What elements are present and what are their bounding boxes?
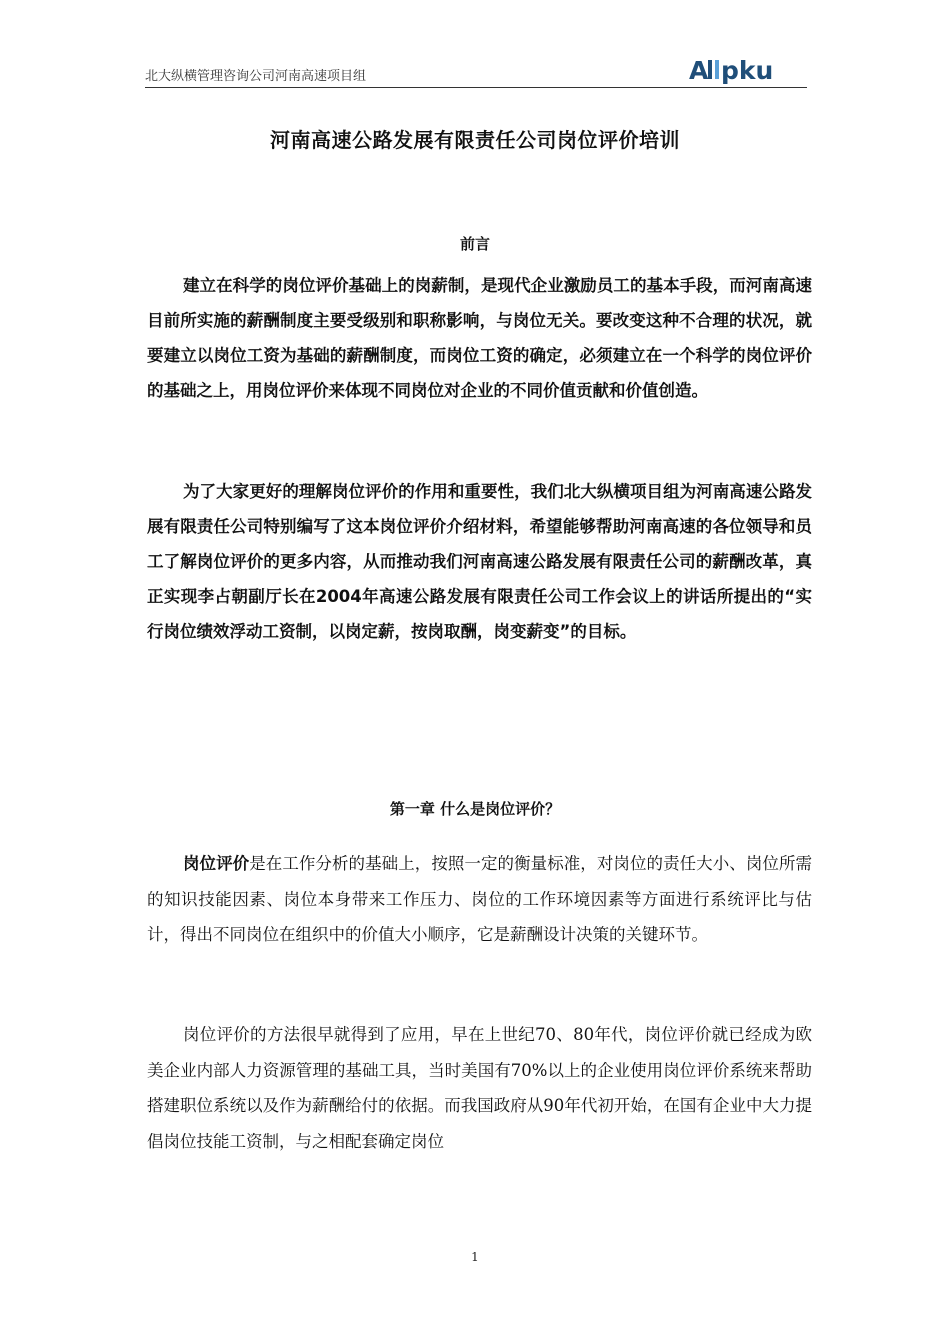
chapter-1-paragraph-2: 岗位评价的方法很早就得到了应用，早在上世纪70、80年代，岗位评价就已经成为欧美企业内部人力资源管理的基础工具，当时美国有70%以上的企业使用岗位评价系统来帮助搭建职位系统以及作为薪酬给付的依据。而我国政府从90年代初开始，在国有企业中大力提倡岗位技能工资制，与之相配套确定岗位 [147, 1025, 812, 1151]
chapter-1-paragraph-1 [147, 846, 812, 953]
preface-paragraph-1: 建立在科学的岗位评价基础上的岗薪制，是现代企业激励员工的基本手段，而河南高速目前所实施的薪酬制度主要受级别和职称影响，与岗位无关。要改变这种不合理的状况，就要建立以岗位工资为基础的薪酬制度，而岗位工资的确定，必须建立在一个科学的岗位评价的基础之上，用岗位评价来体现不同岗位对企业的不同价值贡献和价值创造。 [147, 276, 812, 400]
page-header [145, 55, 807, 88]
chapter-1-paragraph-1-text: 是在工作分析的基础上，按照一定的衡量标准，对岗位的责任大小、岗位所需的知识技能因素、岗位本身带来工作压力、岗位的工作环境因素等方面进行系统评比与估计，得出不同岗位在组织中的价值大小顺序，它是薪酬设计决策的关键环节。 [147, 854, 813, 944]
svg-text:A: A [689, 57, 709, 85]
allpku-logo [689, 57, 807, 85]
preface-paragraph-2: 为了大家更好的理解岗位评价的作用和重要性，我们北大纵横项目组为河南高速公路发展有限责任公司特别编写了这本岗位评价介绍材料，希望能够帮助河南高速的各位领导和员工了解岗位评价的更多内容，从而推动我们河南高速公路发展有限责任公司的薪酬改革，真正实现李占朝副厅长在2004年高速公路发展有限责任公司工作会议上的讲话所提出的“实行岗位绩效浮动工资制，以岗定薪，按岗取酬，岗变薪变”的目标。 [147, 482, 812, 641]
svg-text:pku: pku [721, 57, 774, 85]
header-text: 北大纵横管理咨询公司河南高速项目组 [145, 69, 367, 84]
page-number: 1 [471, 1250, 479, 1264]
chapter-1-heading: 第一章 什么是岗位评价？ [389, 800, 561, 818]
preface-heading: 前言 [459, 235, 490, 253]
document-title: 河南高速公路发展有限责任公司岗位评价培训 [270, 128, 680, 152]
keyword-job-evaluation: 岗位评价 [183, 854, 250, 873]
